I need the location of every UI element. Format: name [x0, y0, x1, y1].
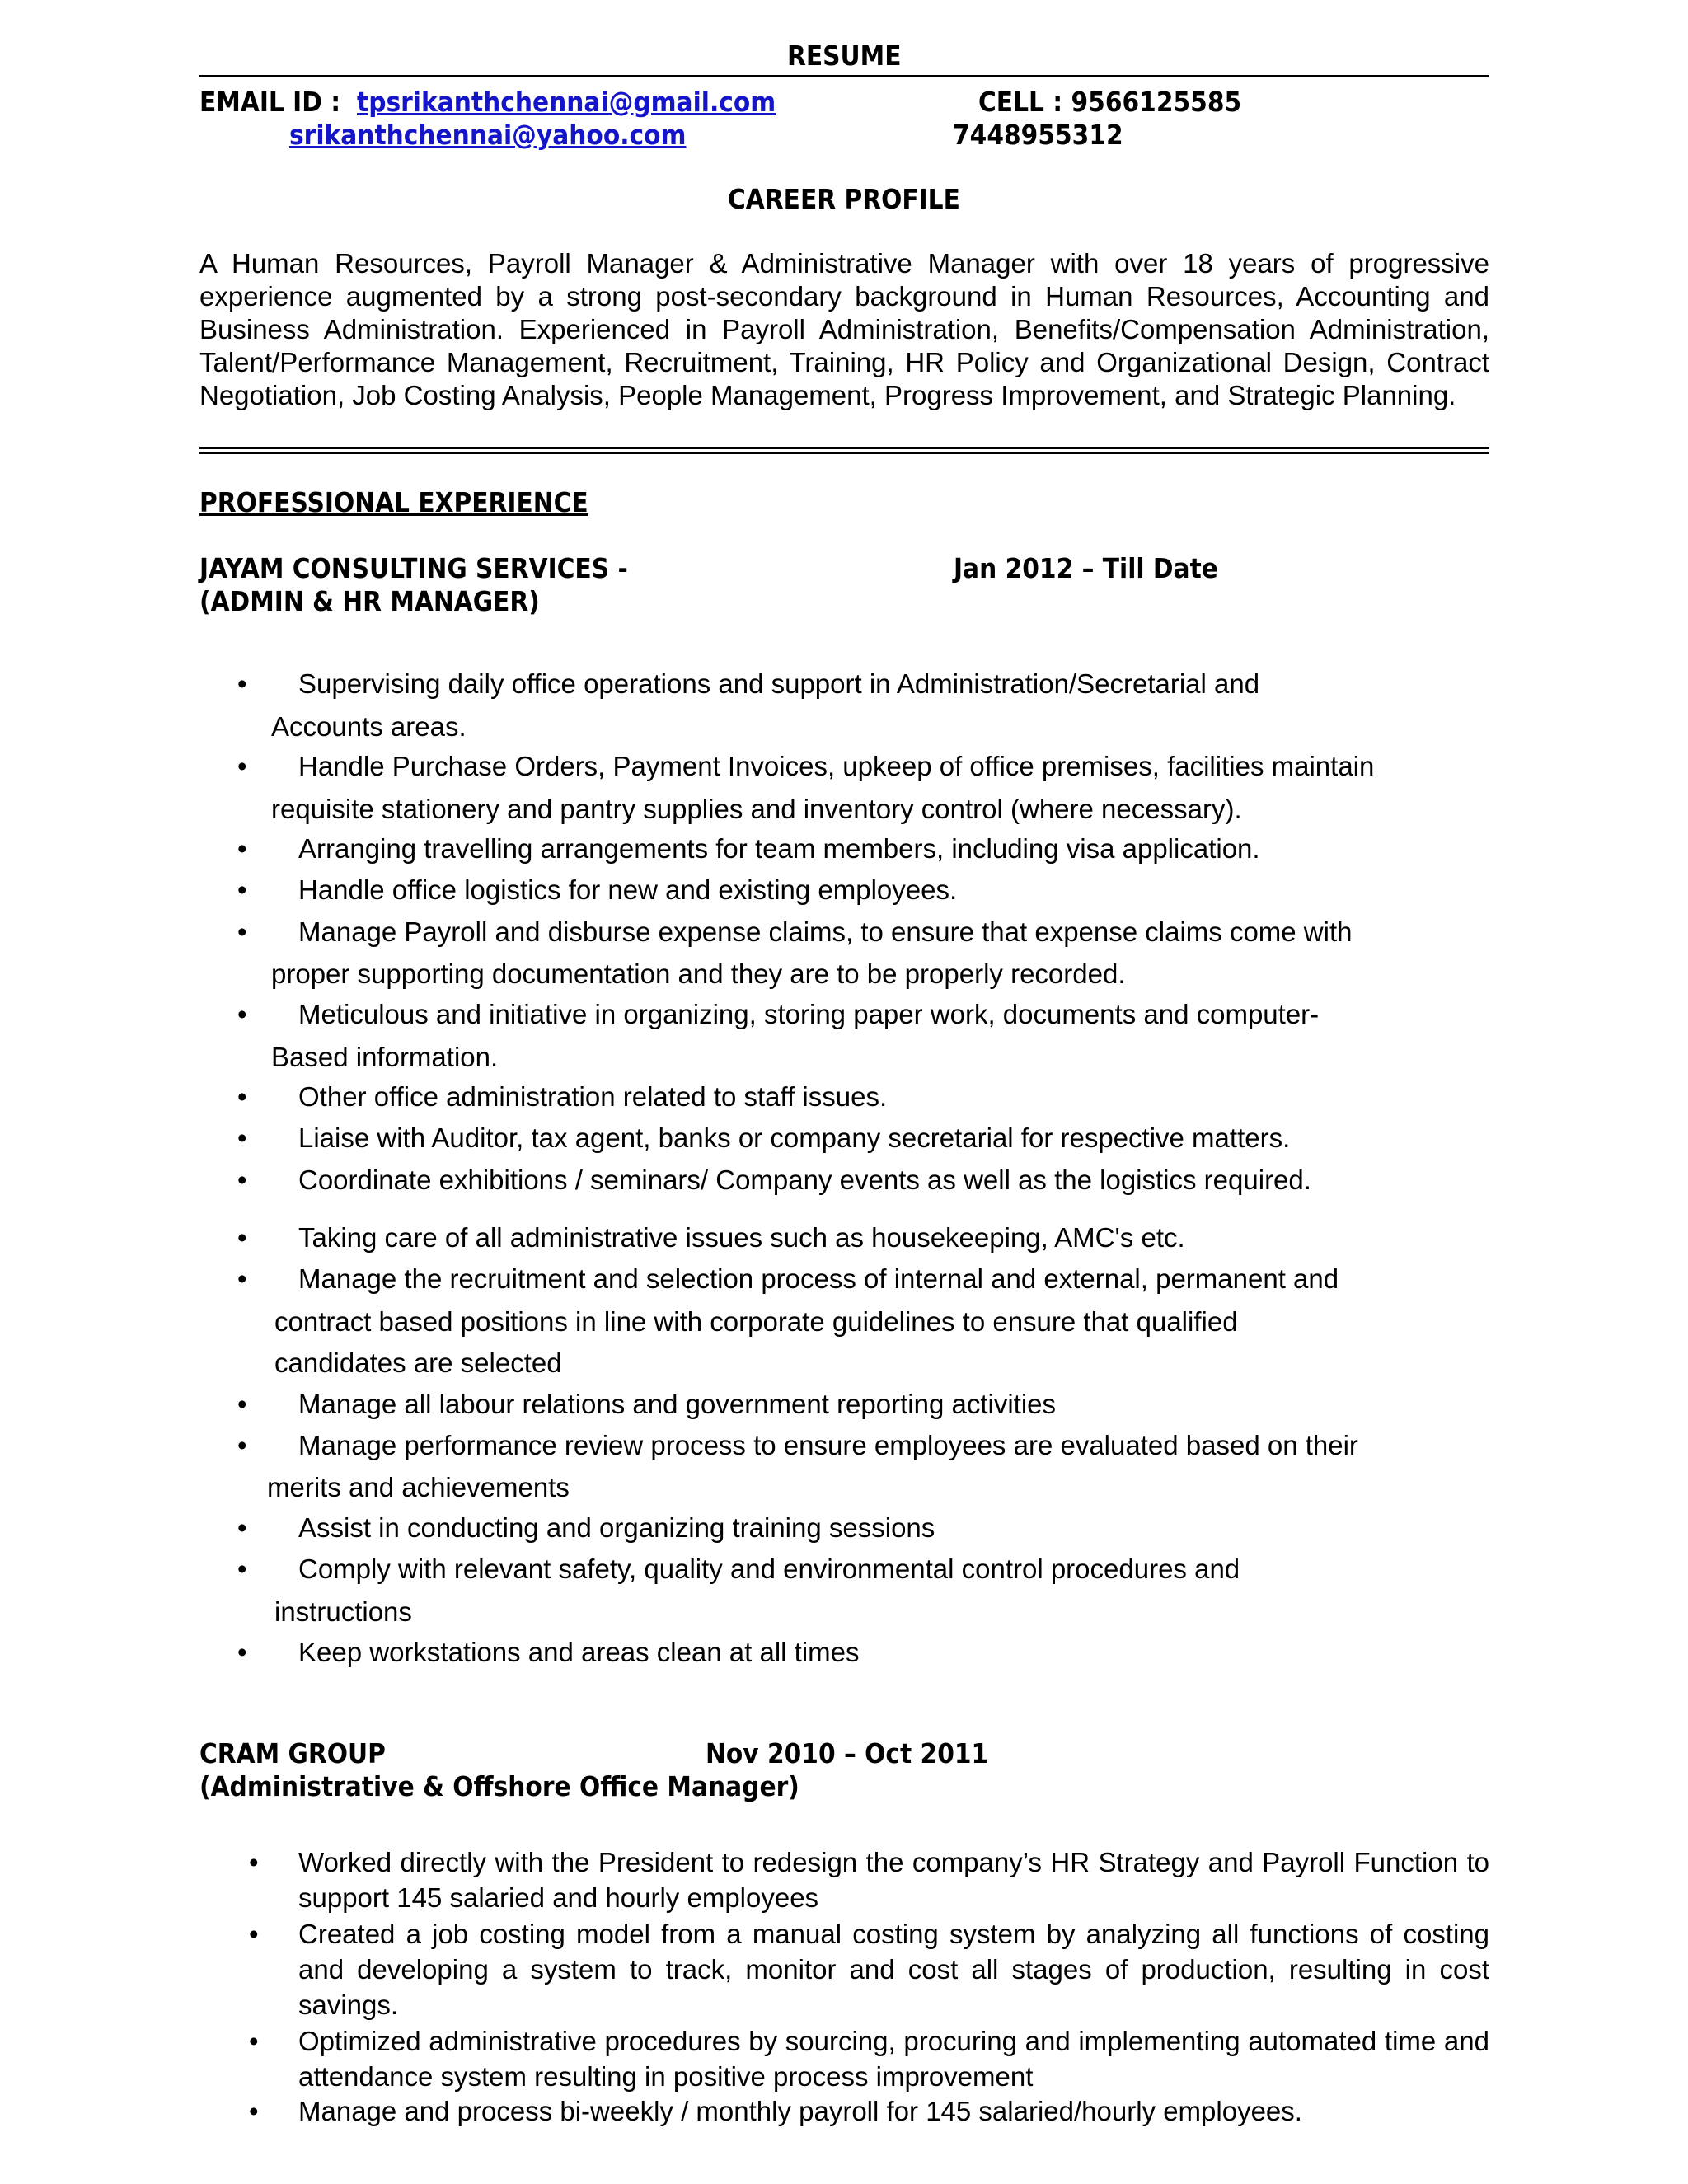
- bullet-dot: •: [249, 1919, 259, 1949]
- job-role: (ADMIN & HR MANAGER): [199, 585, 540, 617]
- bullet-dot: •: [237, 1122, 247, 1153]
- title-divider: [199, 75, 1489, 77]
- section-divider-bottom: [199, 452, 1489, 454]
- bullet-text: Liaise with Auditor, tax agent, banks or company secretarial for respective matters.: [298, 1122, 1291, 1153]
- bullet-dot: •: [237, 1263, 247, 1294]
- bullet-dot: •: [249, 2026, 259, 2056]
- bullet-text: Manage Payroll and disburse expense claims, to ensure that expense claims come with: [298, 916, 1353, 947]
- section-divider-top: [199, 447, 1489, 449]
- bullet-text: Optimized administrative procedures by sourcing, procuring and implementing automated time and attendance system resulting in positive process improvement: [298, 2026, 1489, 2092]
- bullet-dot: •: [237, 833, 247, 864]
- bullet-dot: •: [237, 668, 247, 699]
- email-secondary-link[interactable]: srikanthchennai@yahoo.com: [289, 119, 687, 151]
- bullet-text: Assist in conducting and organizing training sessions: [298, 1512, 935, 1543]
- professional-experience-heading: PROFESSIONAL EXPERIENCE: [199, 486, 588, 518]
- job2-bullet: [249, 1916, 1489, 2022]
- bullet-text: contract based positions in line with corporate guidelines to ensure that qualified: [274, 1306, 1238, 1337]
- bullet-dot: •: [237, 1637, 247, 1667]
- bullet-dot: •: [237, 1430, 247, 1460]
- bullet-text: Other office administration related to staff issues.: [298, 1081, 888, 1112]
- career-profile-text: A Human Resources, Payroll Manager & Administrative Manager with over 18 years of progressive experience augmented by a strong post-secondary background in Human Resources, Accounting and Business Administration. Experienced in Payroll Administration, Benefits/Compensation Administration, Talent/Performance Management, Recruitment, Training, HR Policy and Organizational Design, Contract Negotiation, Job Costing Analysis, People Management, Progress Improvement, and Strategic Planning.: [199, 248, 1489, 410]
- bullet-text: Handle office logistics for new and existing employees.: [298, 874, 958, 905]
- bullet-text: requisite stationery and pantry supplies and inventory control (where necessary).: [271, 794, 1242, 824]
- bullet-text: Arranging travelling arrangements for team members, including visa application.: [298, 833, 1260, 864]
- bullet-text: Keep workstations and areas clean at all times: [298, 1637, 860, 1667]
- resume-title: RESUME: [787, 40, 902, 72]
- bullet-dot: •: [249, 1847, 259, 1877]
- career-profile-heading: CAREER PROFILE: [728, 183, 960, 215]
- bullet-text: Manage the recruitment and selection process of internal and external, permanent and: [298, 1263, 1339, 1294]
- bullet-text: candidates are selected: [274, 1347, 562, 1378]
- bullet-text: Comply with relevant safety, quality and environmental control procedures and: [298, 1554, 1240, 1584]
- job-company: JAYAM CONSULTING SERVICES -: [199, 552, 628, 584]
- bullet-dot: •: [237, 999, 247, 1029]
- bullet-dot: •: [237, 1512, 247, 1543]
- bullet-text: Accounts areas.: [271, 711, 467, 742]
- job2-bullet: [249, 1844, 1489, 1915]
- bullet-dot: •: [237, 1389, 247, 1419]
- bullet-text: instructions: [274, 1596, 412, 1627]
- bullet-text: Meticulous and initiative in organizing, storing paper work, documents and computer-: [298, 999, 1320, 1029]
- bullet-dot: •: [237, 916, 247, 947]
- email-primary-link[interactable]: tpsrikanthchennai@gmail.com: [357, 86, 776, 118]
- job-role: (Administrative & Offshore Office Manager): [199, 1770, 799, 1802]
- bullet-dot: •: [237, 751, 247, 781]
- bullet-dot: •: [237, 1222, 247, 1253]
- cell-number-secondary: 7448955312: [953, 119, 1123, 151]
- bullet-text: Handle Purchase Orders, Payment Invoices, upkeep of office premises, facilities maintain: [298, 751, 1375, 781]
- email-label: EMAIL ID :: [199, 86, 341, 118]
- job-company: CRAM GROUP: [199, 1737, 386, 1769]
- bullet-text: Supervising daily office operations and support in Administration/Secretarial and: [298, 668, 1260, 699]
- bullet-text: Manage performance review process to ensure employees are evaluated based on their: [298, 1430, 1358, 1460]
- bullet-text: Manage and process bi-weekly / monthly payroll for 145 salaried/hourly employees.: [298, 2096, 1302, 2126]
- cell-number: CELL : 9566125585: [978, 86, 1242, 118]
- bullet-dot: •: [237, 1081, 247, 1112]
- bullet-dot: •: [237, 1554, 247, 1584]
- bullet-text: Created a job costing model from a manual costing system by analyzing all functions of costing and developing a system to track, monitor and cost all stages of production, resulting in cost savings.: [298, 1919, 1489, 2020]
- bullet-text: merits and achievements: [267, 1472, 570, 1502]
- bullet-dot: •: [237, 1165, 247, 1195]
- bullet-text: Manage all labour relations and government reporting activities: [298, 1389, 1057, 1419]
- bullet-dot: •: [237, 874, 247, 905]
- bullet-text: Taking care of all administrative issues such as housekeeping, AMC's etc.: [298, 1222, 1185, 1253]
- bullet-text: Based information.: [271, 1042, 499, 1072]
- job2-bullet: [249, 2093, 1489, 2129]
- job-dates: Jan 2012 – Till Date: [954, 552, 1218, 584]
- job-dates: Nov 2010 – Oct 2011: [706, 1737, 989, 1769]
- job2-bullet: [249, 2023, 1489, 2094]
- bullet-dot: •: [249, 2096, 259, 2126]
- bullet-text: Worked directly with the President to redesign the company’s HR Strategy and Payroll Function to support 145 salaried and hourly employees: [298, 1847, 1489, 1913]
- bullet-text: proper supporting documentation and they are to be properly recorded.: [271, 958, 1126, 989]
- bullet-text: Coordinate exhibitions / seminars/ Company events as well as the logistics required.: [298, 1165, 1311, 1195]
